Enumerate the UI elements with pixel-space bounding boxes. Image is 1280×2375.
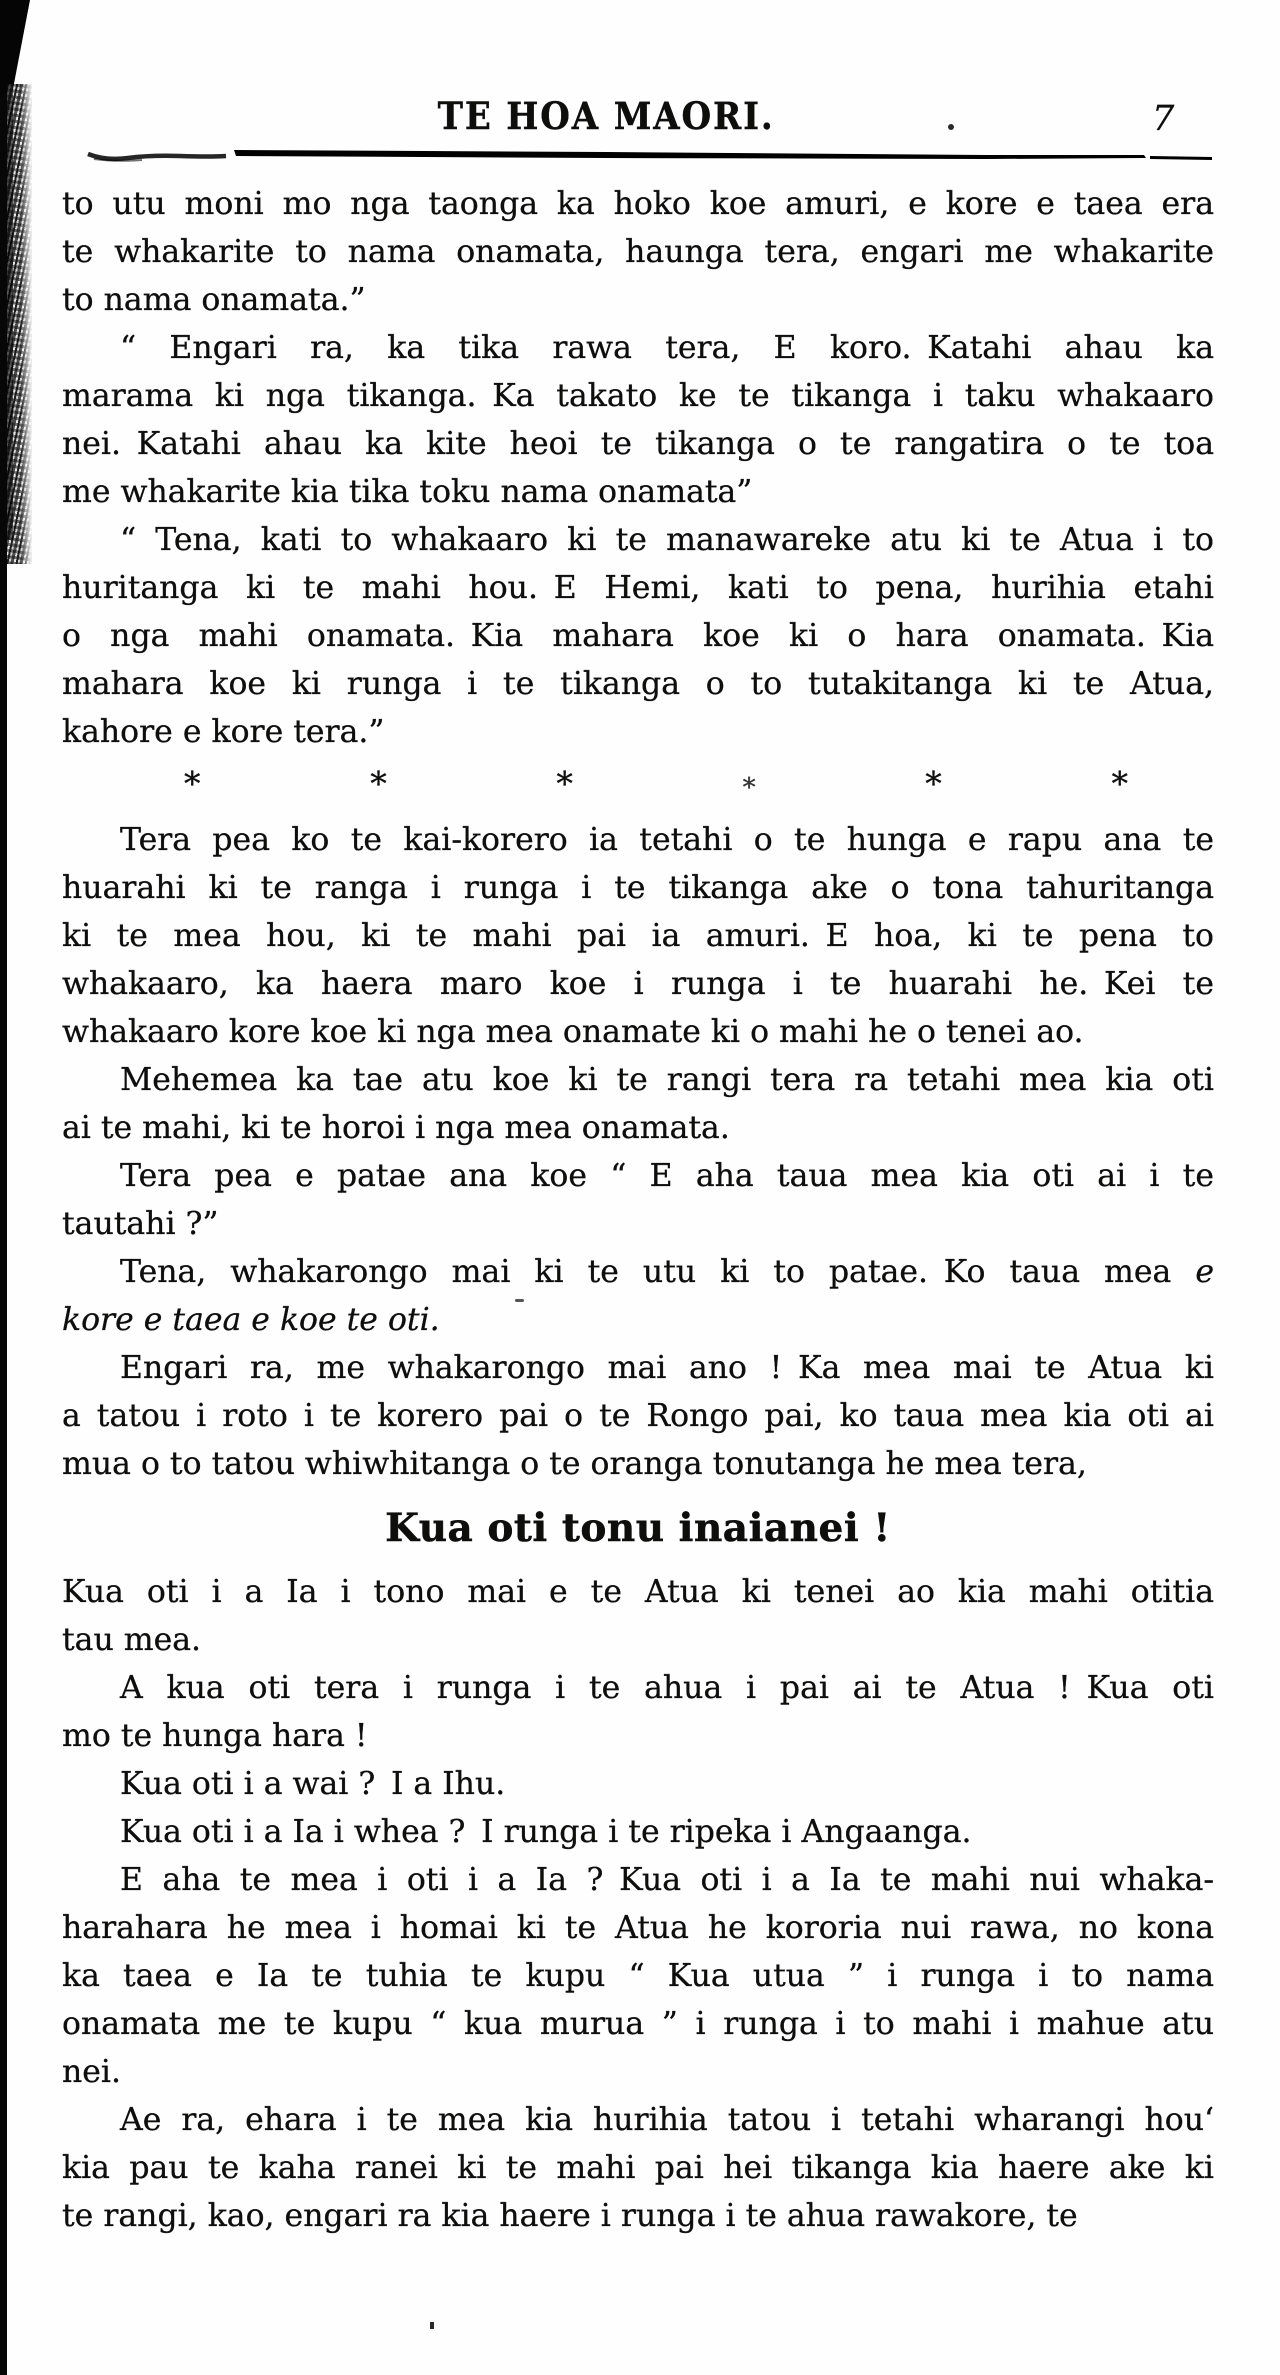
text-line: mo te hunga hara !: [62, 1718, 368, 1754]
text-line: nei. Katahi ahau ka kite heoi te tikanga o te rangatira o te toa: [62, 426, 1214, 462]
text-line: ai te mahi, ki te horoi i nga mea onamata.: [62, 1110, 730, 1146]
section-heading: Kua oti tonu inaianei !: [385, 1505, 891, 1551]
page-body: [62, 180, 1214, 2240]
text-line: mahara koe ki runga i te tikanga o to tutakitanga ki te Atua,: [62, 666, 1214, 702]
binding-edge-top: [0, 0, 30, 94]
paragraph: [62, 516, 1214, 756]
text-line: kore e taea e koe te oti.: [62, 1302, 440, 1338]
text-line: Kua oti i a Ia i tono mai e te Atua ki tenei ao kia mahi otitia: [62, 1574, 1214, 1610]
paragraph: [62, 2096, 1214, 2240]
text-line: ki te mea hou, ki te mahi pai ia amuri. E hoa, ki te pena to: [62, 918, 1214, 954]
text-line: E aha te mea i oti i a Ia ? Kua oti i a Ia te mahi nui whaka-: [120, 1862, 1214, 1898]
text-line: mua o to tatou whiwhitanga o te oranga tonutanga he mea tera,: [62, 1446, 1087, 1482]
asterisk-divider: [62, 760, 1214, 808]
text-line: te rangi, kao, engari ra kia haere i runga i te ahua rawakore, te: [62, 2198, 1078, 2234]
text-line: ka taea e Ia te tuhia te kupu “ Kua utua ” i runga i to nama: [62, 1958, 1214, 1994]
paragraph: [62, 1568, 1214, 1664]
page-number: 7: [1152, 99, 1175, 139]
paragraph: [62, 1248, 1214, 1344]
text-line: whakaaro kore koe ki nga mea onamate ki o mahi he o tenei ao.: [62, 1014, 1084, 1050]
text-line: Ae ra, ehara i te mea kia hurihia tatou i tetahi wharangi hou‘: [120, 2102, 1214, 2138]
text-line: marama ki nga tikanga. Ka takato ke te tikanga i taku whakaaro: [62, 378, 1214, 414]
paragraph: [62, 1664, 1214, 1760]
asterisk: *: [370, 764, 387, 803]
text-line: Tera pea ko te kai-korero ia tetahi o te hunga e rapu ana te: [120, 822, 1214, 858]
text-line: te whakarite to nama onamata, haunga tera, engari me whakarite: [62, 234, 1214, 270]
text-line: o nga mahi onamata. Kia mahara koe ki o hara onamata. Kia: [62, 618, 1214, 654]
ink-speck: [430, 2322, 434, 2329]
paragraph: [62, 816, 1214, 1056]
text-line: “ Tena, kati to whakaaro ki te manawareke atu ki te Atua i to: [120, 522, 1214, 558]
paragraph: [62, 1808, 1214, 1856]
paragraph: [62, 1856, 1214, 2096]
text-line: kahore e kore tera.”: [62, 714, 385, 750]
text-line: a tatou i roto i te korero pai o te Rongo pai, ko taua mea kia oti ai: [62, 1398, 1214, 1434]
text-line: onamata me te kupu “ kua murua ” i runga i to mahi i mahue atu: [62, 2006, 1214, 2042]
text-line: nei.: [62, 2054, 122, 2090]
header-rule: [86, 145, 1214, 165]
text-line: harahara he mea i homai ki te Atua he kororia nui rawa, no kona: [62, 1910, 1214, 1946]
text-line: Tera pea e patae ana koe “ E aha taua mea kia oti ai i te: [120, 1158, 1214, 1194]
ink-speck: [948, 124, 954, 130]
asterisk: *: [1111, 764, 1128, 803]
text-line: me whakarite kia tika toku nama onamata”: [62, 474, 753, 510]
asterisk: *: [184, 764, 201, 803]
masthead: [0, 94, 1212, 138]
text-line: tau mea.: [62, 1622, 202, 1658]
text-line: A kua oti tera i runga i te ahua i pai ai te Atua ! Kua oti: [120, 1670, 1214, 1706]
text-line: to nama onamata.”: [62, 282, 366, 318]
text-line: tautahi ?”: [62, 1206, 219, 1242]
text-line: Engari ra, me whakarongo mai ano ! Ka mea mai te Atua ki: [120, 1350, 1214, 1386]
text-line: whakaaro, ka haera maro koe i runga i te huarahi he. Kei te: [62, 966, 1214, 1002]
binding-edge-texture: [7, 84, 32, 564]
asterisk: *: [925, 764, 942, 803]
text-line: Mehemea ka tae atu koe ki te rangi tera ra tetahi mea kia oti: [120, 1062, 1214, 1098]
paragraph: [62, 1760, 1214, 1808]
page-title: TE HOA MAORI.: [437, 94, 775, 138]
asterisk: *: [556, 764, 573, 803]
text-line: kia pau te kaha ranei ki te mahi pai hei tikanga kia haere ake ki: [62, 2150, 1214, 2186]
paragraph: [62, 324, 1214, 516]
paragraph: [62, 1344, 1214, 1488]
text-line: Tena, whakarongo mai ki te utu ki to patae. Ko taua mea e: [120, 1254, 1214, 1290]
text-line: to utu moni mo nga taonga ka hoko koe amuri, e kore e taea era: [62, 186, 1214, 222]
paragraph: [62, 1056, 1214, 1152]
paragraph: [62, 1152, 1214, 1248]
text-line: “ Engari ra, ka tika rawa tera, E koro. Katahi ahau ka: [120, 330, 1214, 366]
italic-text: e: [1195, 1254, 1214, 1290]
paragraph: [62, 180, 1214, 324]
text-line: Kua oti i a wai ? I a Ihu.: [120, 1766, 506, 1802]
text-line: huritanga ki te mahi hou. E Hemi, kati to pena, hurihia etahi: [62, 570, 1214, 606]
ink-speck: [515, 1299, 524, 1302]
asterisk: *: [742, 773, 756, 803]
text-line: Kua oti i a Ia i whea ? I runga i te ripeka i Angaanga.: [120, 1814, 972, 1850]
text-line: huarahi ki te ranga i runga i te tikanga ake o tona tahuritanga: [62, 870, 1214, 906]
